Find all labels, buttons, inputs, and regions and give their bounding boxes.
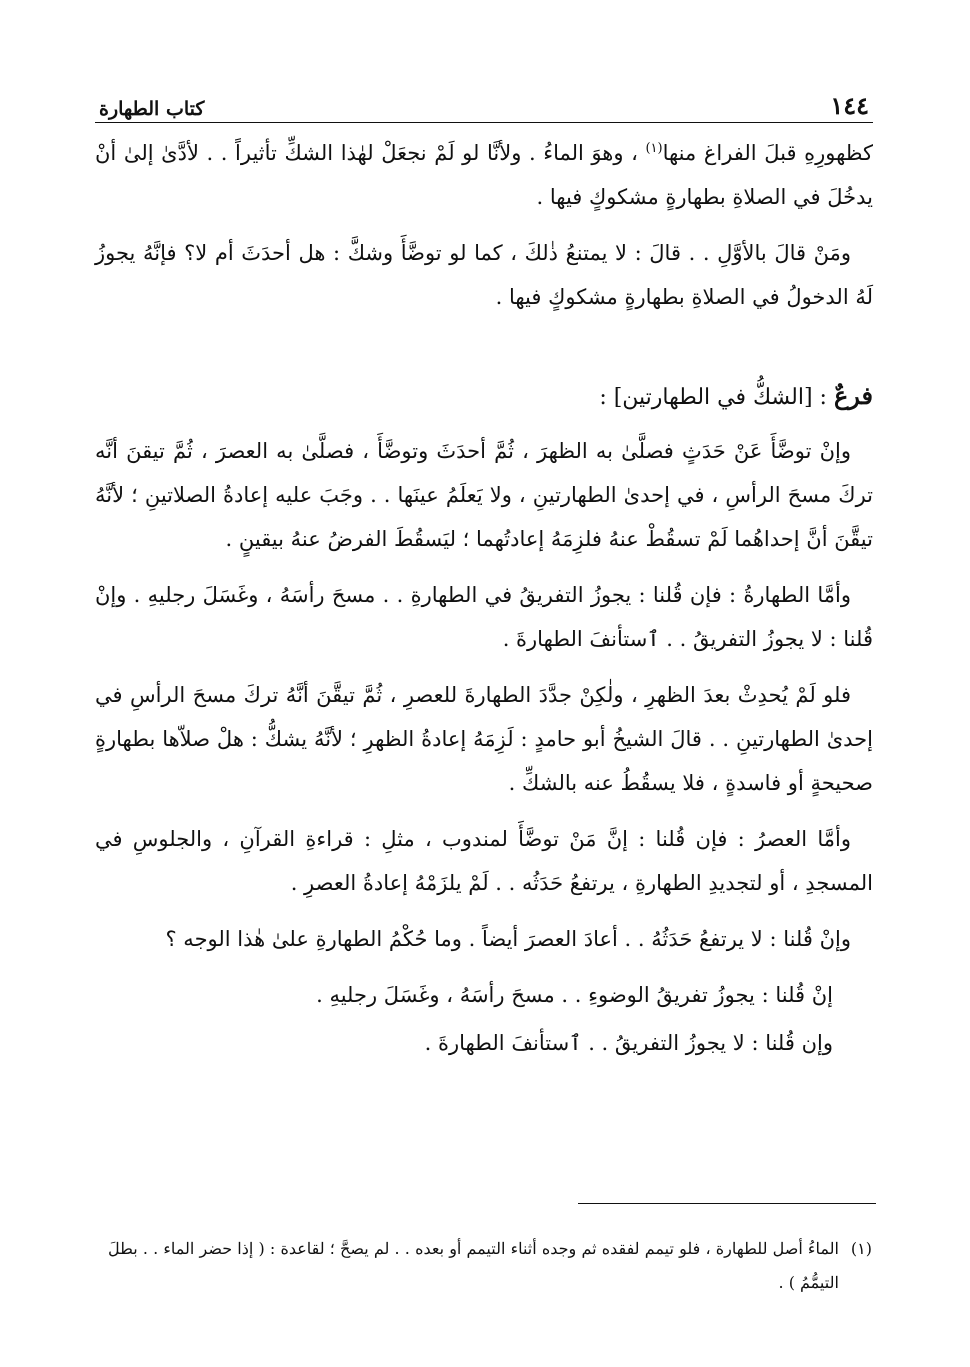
footnote-text: الماءُ أصل للطهارة ، فلو تيمم لفقده ثم وجده أثناء التيمم أو بعده . . لم يصحَّ ؛ لقاعدة : ( إذا حضر الماء . . بطلَ التيمُّمُ ) . xyxy=(108,1239,839,1292)
indented-line-1: إنْ قُلنا : يجوزُ تفريقُ الوضوءِ . . مسحَ رأسَهُ ، وغَسَلَ رجليهِ . xyxy=(316,983,833,1007)
page-header xyxy=(95,80,873,123)
section-title: : [الشكُّ في الطهارتين] : xyxy=(599,385,834,410)
paragraph-1-text-a: كظهورِهِ قبلَ الفراغ منها xyxy=(662,141,873,165)
section-paragraph-1: وإنْ توضَّأَ عَنْ حَدَثٍ فصلَّىٰ به الظهرَ ، ثُمَّ أحدَثَ وتوضَّأَ ، فصلَّىٰ به العصرَ ، ثُمَّ تيقنَ أنَّه تركَ مسحَ الرأسِ ، في إحدىٰ الطهارتينِ ، ولا يَعلَمُ عينَها . . وجَبَ عليه إعادةُ الصلاتينِ ؛ لأنَّهُ تيقَّنَ أنَّ إحداهُما لَمْ تسقُطْ عنهُ فلزِمَهُ إعادتُهما ؛ ليَسقُطَ الفرضُ عنهُ بيقينٍ . xyxy=(95,439,873,551)
section-paragraph-5: وإنْ قُلنا : لا يرتفعُ حَدَثُهُ . . أعادَ العصرَ أيضاً . وما حُكْمُ الطهارةِ علىٰ هٰذا الوجه ؟ xyxy=(165,927,851,951)
footnotes xyxy=(108,1232,872,1300)
section-paragraph-2: وأمَّا الطهارةُ : فإن قُلنا : يجوزُ التفريقُ في الطهارةِ . . مسحَ رأسَهُ ، وغَسَلَ رجليهِ . وإنْ قُلنا : لا يجوزُ التفريقُ . . ٱستأنفَ الطهارةَ . xyxy=(95,583,873,651)
indented-line-2: وإن قُلنا : لا يجوزُ التفريقُ . . ٱستأنفَ الطهارةَ . xyxy=(424,1031,833,1055)
page-number: ١٤٤ xyxy=(830,91,869,120)
page xyxy=(95,80,873,1077)
section-label: فرعٌ xyxy=(833,381,873,410)
paragraph-1 xyxy=(95,131,873,219)
body-text xyxy=(95,131,873,1065)
paragraph-2: ومَنْ قالَ بالأوَّلِ . . قالَ : لا يمتنعُ ذٰلكَ ، كما لو توضَّأَ وشكَّ : هل أحدَثَ أم لا؟ فإنَّهُ يجوزُ لَهُ الدخولُ في الصلاةِ بطهارةٍ مشكوكٍ فيها . xyxy=(95,241,873,309)
section-paragraph-3: فلو لَمْ يُحدِثْ بعدَ الظهرِ ، ولٰكِنْ جدَّدَ الطهارةَ للعصرِ ، ثُمَّ تيقَّنَ أنَّهُ تركَ مسحَ الرأسِ في إحدىٰ الطهارتينِ . . قالَ الشيخُ أبو حامدٍ : لَزِمَهُ إعادةُ الظهرِ ؛ لأنَّهُ يشكُّ : هلْ صلاّها بطهارةٍ صحيحةٍ أو فاسدةٍ ، فلا يسقُطُ عنه بالشكِّ . xyxy=(95,683,873,795)
footnote-1 xyxy=(108,1232,872,1300)
footnote-reference: (١) xyxy=(645,141,663,156)
section-heading xyxy=(95,373,873,421)
paragraph-1-text-b: ، وهوَ الماءُ . ولأنَّا لو لَمْ نجعَلْ لهٰذا الشكِّ تأثيراً . . لأدَّىٰ إلىٰ أنْ يدخُلَ في الصلاةِ بطهارةٍ مشكوكٍ فيها . xyxy=(95,141,873,209)
running-title: كتاب الطهارة xyxy=(99,98,205,120)
section-paragraph-4: وأمَّا العصرُ : فإن قُلنا : إنَّ مَنْ توضَّأَ لمندوب ، مثلِ : قراءةِ القرآنِ ، والجلوسِ في المسجدِ ، أو لتجديدِ الطهارةِ ، يرتفعُ حَدَثُه . . لَمْ يلزَمْهُ إعادةُ العصرِ . xyxy=(95,827,873,895)
footnote-mark: (١) xyxy=(850,1239,872,1258)
footnote-separator xyxy=(578,1203,876,1204)
spacer xyxy=(95,331,873,373)
